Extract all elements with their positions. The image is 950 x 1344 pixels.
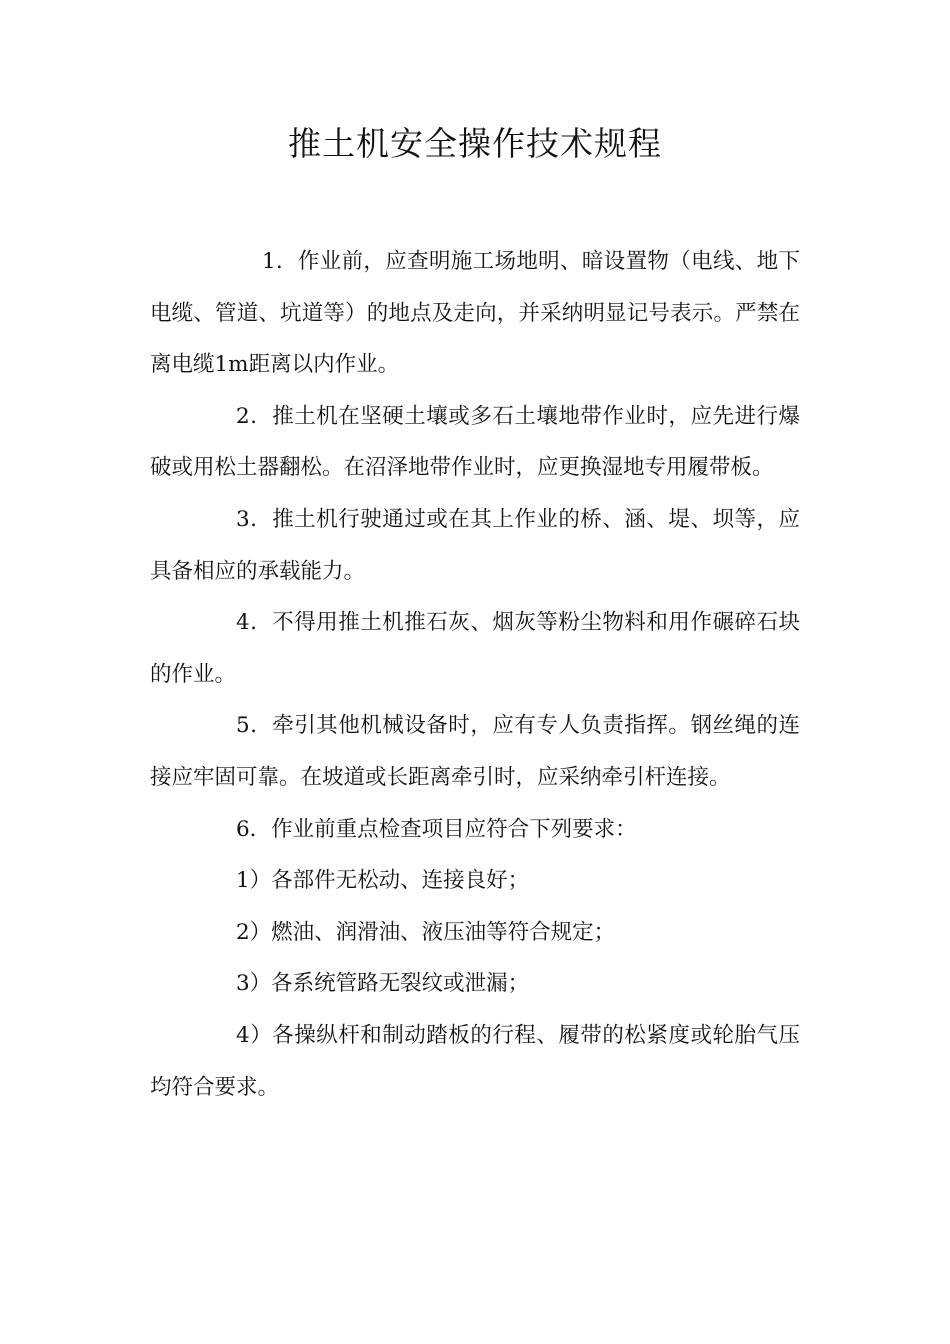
paragraph-6: 6．作业前重点检查项目应符合下列要求： bbox=[236, 816, 637, 842]
list-item-4: 4）各操纵杆和制动踏板的行程、履带的松紧度或轮胎气压均符合要求。 bbox=[150, 1022, 800, 1100]
paragraph-4: 4．不得用推土机推石灰、烟灰等粉尘物料和用作碾碎石块的作业。 bbox=[150, 610, 800, 687]
paragraph-2: 2．推土机在坚硬土壤或多石土壤地带作业时，应先进行爆破或用松土器翻松。在沼泽地带作业时，应更换湿地专用履带板。 bbox=[150, 403, 800, 481]
list-item-3: 3）各系统管路无裂纹或泄漏； bbox=[236, 971, 530, 997]
paragraph-5: 5．牵引其他机械设备时，应有专人负责指挥。钢丝绳的连接应牢固可靠。在坡道或长距离牵引时，应采纳牵引杆连接。 bbox=[150, 713, 800, 790]
paragraph-1: 1．作业前，应查明施工场地明、暗设置物（电线、地下电缆、管道、坑道等）的地点及走向，并采纳明显记号表示。严禁在离电缆1m距离以内作业。 bbox=[150, 249, 800, 378]
list-item-1: 1）各部件无松动、连接良好； bbox=[236, 868, 530, 894]
paragraph-3: 3．推土机行驶通过或在其上作业的桥、涵、堤、坝等，应具备相应的承载能力。 bbox=[150, 506, 800, 584]
list-item-2: 2）燃油、润滑油、液压油等符合规定； bbox=[236, 919, 616, 945]
document-title: 推土机安全操作技术规程 bbox=[288, 124, 662, 163]
document-body bbox=[150, 236, 800, 1113]
